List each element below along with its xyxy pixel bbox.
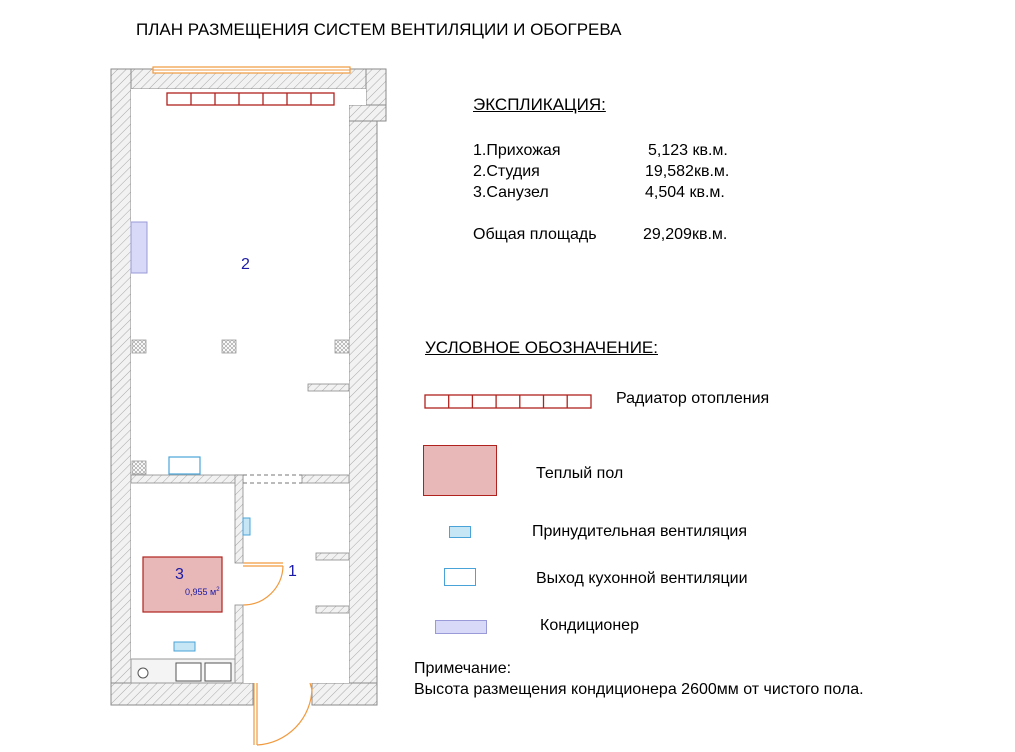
- heated-floor-area-label: 0,955 $м^2$: [185, 587, 220, 597]
- legend-label-radiator: Радиатор отопления: [616, 390, 770, 407]
- radiator-icon: [424, 394, 592, 410]
- page-title: ПЛАН РАЗМЕЩЕНИЯ СИСТЕМ ВЕНТИЛЯЦИИ И ОБОГРЕВА: [136, 20, 622, 39]
- forced-ventilation-plan-2: [174, 642, 195, 651]
- room-label-hallway: 1: [288, 563, 297, 580]
- note-text: Высота размещения кондиционера 2600мм от чистого пола.: [414, 681, 864, 698]
- explication-total-area: 29,209кв.м.: [643, 226, 728, 243]
- legend-heading: УСЛОВНОЕ ОБОЗНАЧЕНИЕ:: [425, 338, 658, 357]
- explication-room-name: 2.Студия: [473, 163, 540, 180]
- explication-room-name: 1.Прихожая: [473, 142, 561, 159]
- heated-floor-icon: [423, 445, 497, 496]
- bathroom-fixtures: [131, 659, 235, 683]
- window: [153, 67, 350, 73]
- note-heading: Примечание:: [414, 660, 512, 677]
- legend-label-forced-ventilation: Принудительная вентиляция: [532, 523, 748, 540]
- explication-room-area: 4,504 кв.м.: [645, 184, 725, 201]
- kitchen-vent-outlet-plan: [169, 457, 200, 474]
- legend-label-air-conditioner: Кондиционер: [540, 617, 639, 634]
- explication-heading: ЭКСПЛИКАЦИЯ:: [473, 95, 606, 114]
- legend-label-kitchen-vent: Выход кухонной вентиляции: [536, 570, 748, 587]
- explication-room-name: 3.Санузел: [473, 184, 549, 201]
- explication-room-area: 5,123 кв.м.: [648, 142, 728, 159]
- entrance-door: [254, 683, 312, 745]
- explication-total-name: Общая площадь: [473, 226, 597, 243]
- room-label-bathroom: 3: [175, 566, 184, 583]
- air-conditioner-plan: [131, 222, 147, 273]
- forced-ventilation-icon: [449, 526, 471, 538]
- forced-ventilation-plan-1: [243, 518, 250, 535]
- air-conditioner-icon: [435, 620, 487, 634]
- legend-label-heated-floor: Теплый пол: [536, 465, 624, 482]
- kitchen-vent-outlet-icon: [444, 568, 476, 586]
- room-label-studio: 2: [241, 256, 250, 273]
- radiator-plan: [167, 93, 334, 105]
- explication-room-area: 19,582кв.м.: [645, 163, 730, 180]
